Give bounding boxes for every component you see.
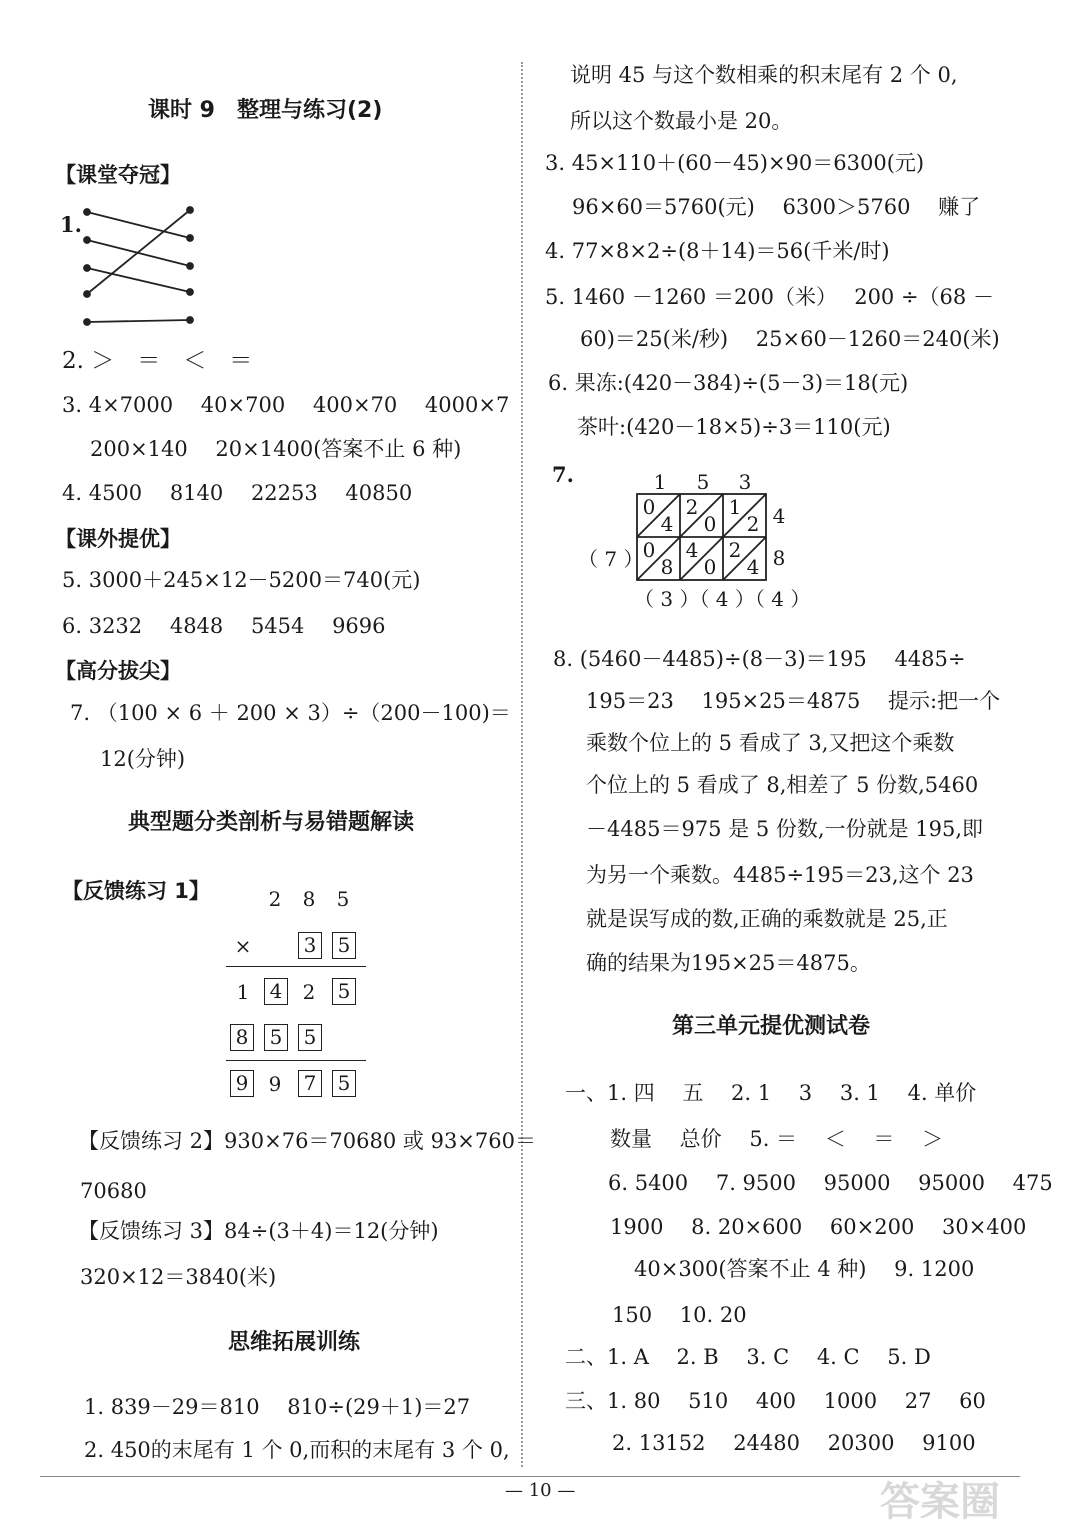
test-s1-f: 150 10. 20 [612, 1303, 747, 1327]
q3-answer-a: 3. 4×7000 40×700 400×70 4000×7 [62, 393, 510, 417]
feedback-2-b: 70680 [80, 1179, 147, 1203]
section-extra: 【课外提优】 [55, 527, 181, 551]
lattice-tens: 0 [642, 538, 656, 562]
r-q7-label: 7. [552, 462, 574, 487]
q7-answer-b: 12(分钟) [100, 747, 186, 771]
mult-box-digit: 7 [298, 1070, 322, 1097]
lattice-right-digit: 8 [772, 546, 786, 570]
r-q8-g: 就是误写成的数,正确的乘数就是 25,正 [586, 907, 948, 931]
mult-box-digit: 3 [298, 932, 322, 959]
r-q3-b: 96×60＝5760(元) 6300＞5760 赚了 [572, 195, 981, 219]
q2-answer: 2. ＞ ＝ ＜ ＝ [62, 348, 253, 374]
mult-digit: 9 [268, 1072, 282, 1096]
footer-rule [40, 1476, 1020, 1477]
q4-answer: 4. 4500 8140 22253 40850 [62, 481, 413, 505]
lattice-tens: 0 [642, 495, 656, 519]
r-q5-b: 60)＝25(米/秒) 25×60－1260＝240(米) [580, 327, 1000, 351]
lesson-title: 课时 9 整理与练习(2) [148, 98, 383, 123]
continued-line-1: 说明 45 与这个数相乘的积末尾有 2 个 0, [570, 63, 958, 87]
lattice-right-digit: 4 [772, 504, 786, 528]
mult-rule [226, 966, 366, 967]
mult-box-digit: 5 [332, 932, 356, 959]
watermark-text: 答案圈 [880, 1479, 1000, 1525]
feedback-3-a: 【反馈练习 3】84÷(3＋4)＝12(分钟) [78, 1219, 439, 1243]
mult-top-digit: 2 [268, 887, 282, 911]
mult-digit: 2 [302, 980, 316, 1004]
mult-box-digit: 5 [264, 1024, 288, 1051]
lattice-tens: 2 [685, 495, 699, 519]
lattice-ones: 4 [746, 555, 760, 579]
q1-label: 1. [60, 212, 82, 237]
test-s2: 二、1. A 2. B 3. C 4. C 5. D [565, 1345, 931, 1369]
mult-rule [226, 1060, 366, 1061]
mult-box-digit: 5 [332, 978, 356, 1005]
lattice-top-digit: 5 [696, 470, 710, 494]
r-q8-d: 个位上的 5 看成了 8,相差了 5 份数,5460 [586, 773, 979, 797]
lattice-left-answer: （ 7 ） [578, 547, 644, 571]
lattice-ones: 0 [703, 555, 717, 579]
lattice-top-digit: 1 [653, 470, 667, 494]
lattice-top-digit: 3 [738, 470, 752, 494]
mult-digit: 1 [236, 980, 250, 1004]
lattice-tens: 4 [685, 538, 699, 562]
lattice-tens: 2 [728, 538, 742, 562]
watermark-logo [880, 1470, 1000, 1527]
test-s1-d: 1900 8. 20×600 60×200 30×400 [610, 1215, 1027, 1239]
section-classroom: 【课堂夺冠】 [55, 163, 181, 187]
r-q5-a: 5. 1460 －1260 ＝200（米） 200 ÷（68 － [545, 285, 994, 309]
test-s1-a: 一、1. 四 五 2. 1 3 3. 1 4. 单价 [565, 1081, 977, 1105]
r-q4: 4. 77×8×2÷(8＋14)＝56(千米/时) [545, 239, 890, 263]
test-s1-e: 40×300(答案不止 4 种) 9. 1200 [634, 1257, 975, 1281]
lattice-bottom-answer: （ 3 ）（ 4 ）（ 4 ） [634, 587, 811, 611]
r-q3-a: 3. 45×110＋(60－45)×90＝6300(元) [545, 151, 925, 175]
mult-box-digit: 9 [230, 1070, 254, 1097]
r-q8-h: 确的结果为195×25＝4875。 [586, 951, 871, 975]
test-s3-a: 三、1. 80 510 400 1000 27 60 [565, 1389, 986, 1413]
q7-answer-a: 7. （100 × 6 ＋ 200 × 3）÷（200－100)＝ [70, 701, 511, 725]
r-q8-a: 8. (5460－4485)÷(8－3)＝195 4485÷ [553, 647, 966, 671]
test-s1-c: 6. 5400 7. 9500 95000 95000 475 [608, 1171, 1053, 1195]
mult-box-digit: 4 [264, 978, 288, 1005]
heading-unit-test: 第三单元提优测试卷 [672, 1014, 871, 1039]
lattice-ones: 0 [703, 512, 717, 536]
mult-times-sign: × [234, 934, 252, 958]
feedback-1-label: 【反馈练习 1】 [62, 879, 210, 903]
thinking-q2: 2. 450的末尾有 1 个 0,而积的末尾有 3 个 0, [84, 1438, 510, 1462]
q3-answer-b: 200×140 20×1400(答案不止 6 种) [90, 437, 462, 461]
continued-line-2: 所以这个数最小是 20。 [570, 109, 793, 133]
mult-box-digit: 8 [230, 1024, 254, 1051]
lattice-tens: 1 [728, 495, 742, 519]
lattice-ones: 2 [746, 512, 760, 536]
mult-top-digit: 8 [302, 887, 316, 911]
section-top: 【高分拔尖】 [55, 659, 181, 683]
heading-thinking: 思维拓展训练 [228, 1330, 361, 1355]
r-q8-f: 为另一个乘数。4485÷195＝23,这个 23 [586, 863, 974, 887]
test-s1-b: 数量 总价 5. ＝ ＜ ＝ ＞ [610, 1127, 944, 1151]
test-s3-b: 2. 13152 24480 20300 9100 [612, 1431, 976, 1455]
r-q8-b: 195＝23 195×25＝4875 提示:把一个 [586, 689, 1001, 713]
heading-typical: 典型题分类剖析与易错题解读 [128, 810, 415, 835]
lattice-grid [0, 0, 800, 600]
r-q8-e: －4485＝975 是 5 份数,一份就是 195,即 [586, 817, 984, 841]
feedback-2-a: 【反馈练习 2】930×76＝70680 或 93×760＝ [78, 1129, 536, 1153]
r-q8-c: 乘数个位上的 5 看成了 3,又把这个乘数 [586, 731, 955, 755]
lattice-ones: 4 [660, 512, 674, 536]
lattice-ones: 8 [660, 555, 674, 579]
q5-answer: 5. 3000＋245×12－5200＝740(元) [62, 568, 421, 592]
page-number: — 10 — [505, 1480, 576, 1501]
r-q6-b: 茶叶:(420－18×5)÷3＝110(元) [577, 415, 891, 439]
mult-box-digit: 5 [298, 1024, 322, 1051]
q6-answer: 6. 3232 4848 5454 9696 [62, 614, 386, 638]
feedback-3-b: 320×12＝3840(米) [80, 1265, 277, 1289]
r-q6-a: 6. 果冻:(420－384)÷(5－3)＝18(元) [548, 371, 909, 395]
mult-box-digit: 5 [332, 1070, 356, 1097]
thinking-q1: 1. 839－29＝810 810÷(29＋1)＝27 [84, 1395, 471, 1419]
mult-top-digit: 5 [336, 887, 350, 911]
